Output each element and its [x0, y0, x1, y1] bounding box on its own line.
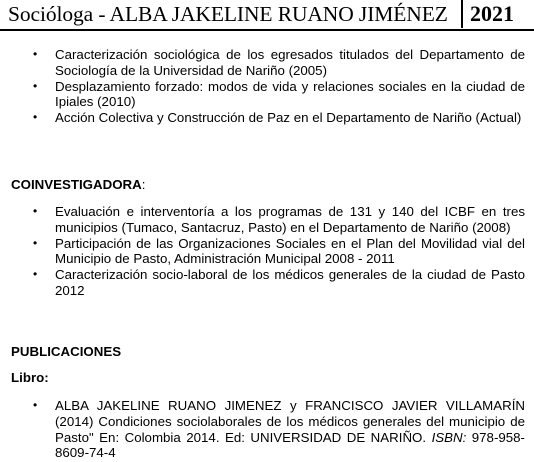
header-rule	[0, 29, 534, 31]
research-list	[0, 47, 525, 126]
libro-label: Libro:	[11, 370, 49, 385]
list-item: • Caracterización sociológica de los egresados titulados del Departamento de Sociología de la Universidad de Nariño (2005)	[33, 47, 525, 78]
list-item: • Acción Colectiva y Construcción de Paz en el Departamento de Nariño (Actual)	[33, 110, 522, 126]
bullet-icon: •	[33, 235, 38, 250]
header-divider	[461, 0, 463, 28]
list-item: • Caracterización socio-laboral de los médicos generales de la ciudad de Pasto 2012	[33, 267, 525, 298]
libro-list	[0, 398, 525, 461]
bullet-icon: •	[33, 78, 38, 93]
header-name: Socióloga - ALBA JAKELINE RUANO JIMÉNEZ	[8, 2, 448, 26]
bullet-icon: •	[33, 204, 38, 218]
list-item: • Participación de las Organizaciones Sociales en el Plan del Movilidad vial del Municipio de Pasto, Administración Municipal 2008 - 2011	[33, 235, 525, 267]
bullet-icon: •	[33, 47, 38, 61]
page-header	[0, 0, 534, 30]
bullet-icon: •	[33, 267, 38, 282]
bullet-icon: •	[33, 110, 38, 125]
coinvestigadora-heading: COINVESTIGADORA:	[11, 177, 146, 192]
coinvestigadora-list	[0, 204, 525, 299]
publicaciones-heading: PUBLICACIONES	[11, 344, 122, 359]
header-year: 2021	[470, 1, 514, 26]
list-item: • ALBA JAKELINE RUANO JIMENEZ y FRANCISCO JAVIER VILLAMARÍN (2014) Condiciones sociolaborales de los médicos generales del municipio de Pasto" En: Colombia 2014. Ed: UNIVERSIDAD DE NARIÑO. ISBN: 978-958-8609-74-4	[33, 398, 525, 461]
list-item: • Desplazamiento forzado: modos de vida y relaciones sociales en la ciudad de Ipiales (2010)	[33, 78, 525, 110]
bullet-icon: •	[33, 398, 38, 412]
list-item: • Evaluación e interventoría a los programas de 131 y 140 del ICBF en tres municipios (Tumaco, Santacruz, Pasto) en el Departamento de Nariño (2008)	[33, 204, 525, 235]
